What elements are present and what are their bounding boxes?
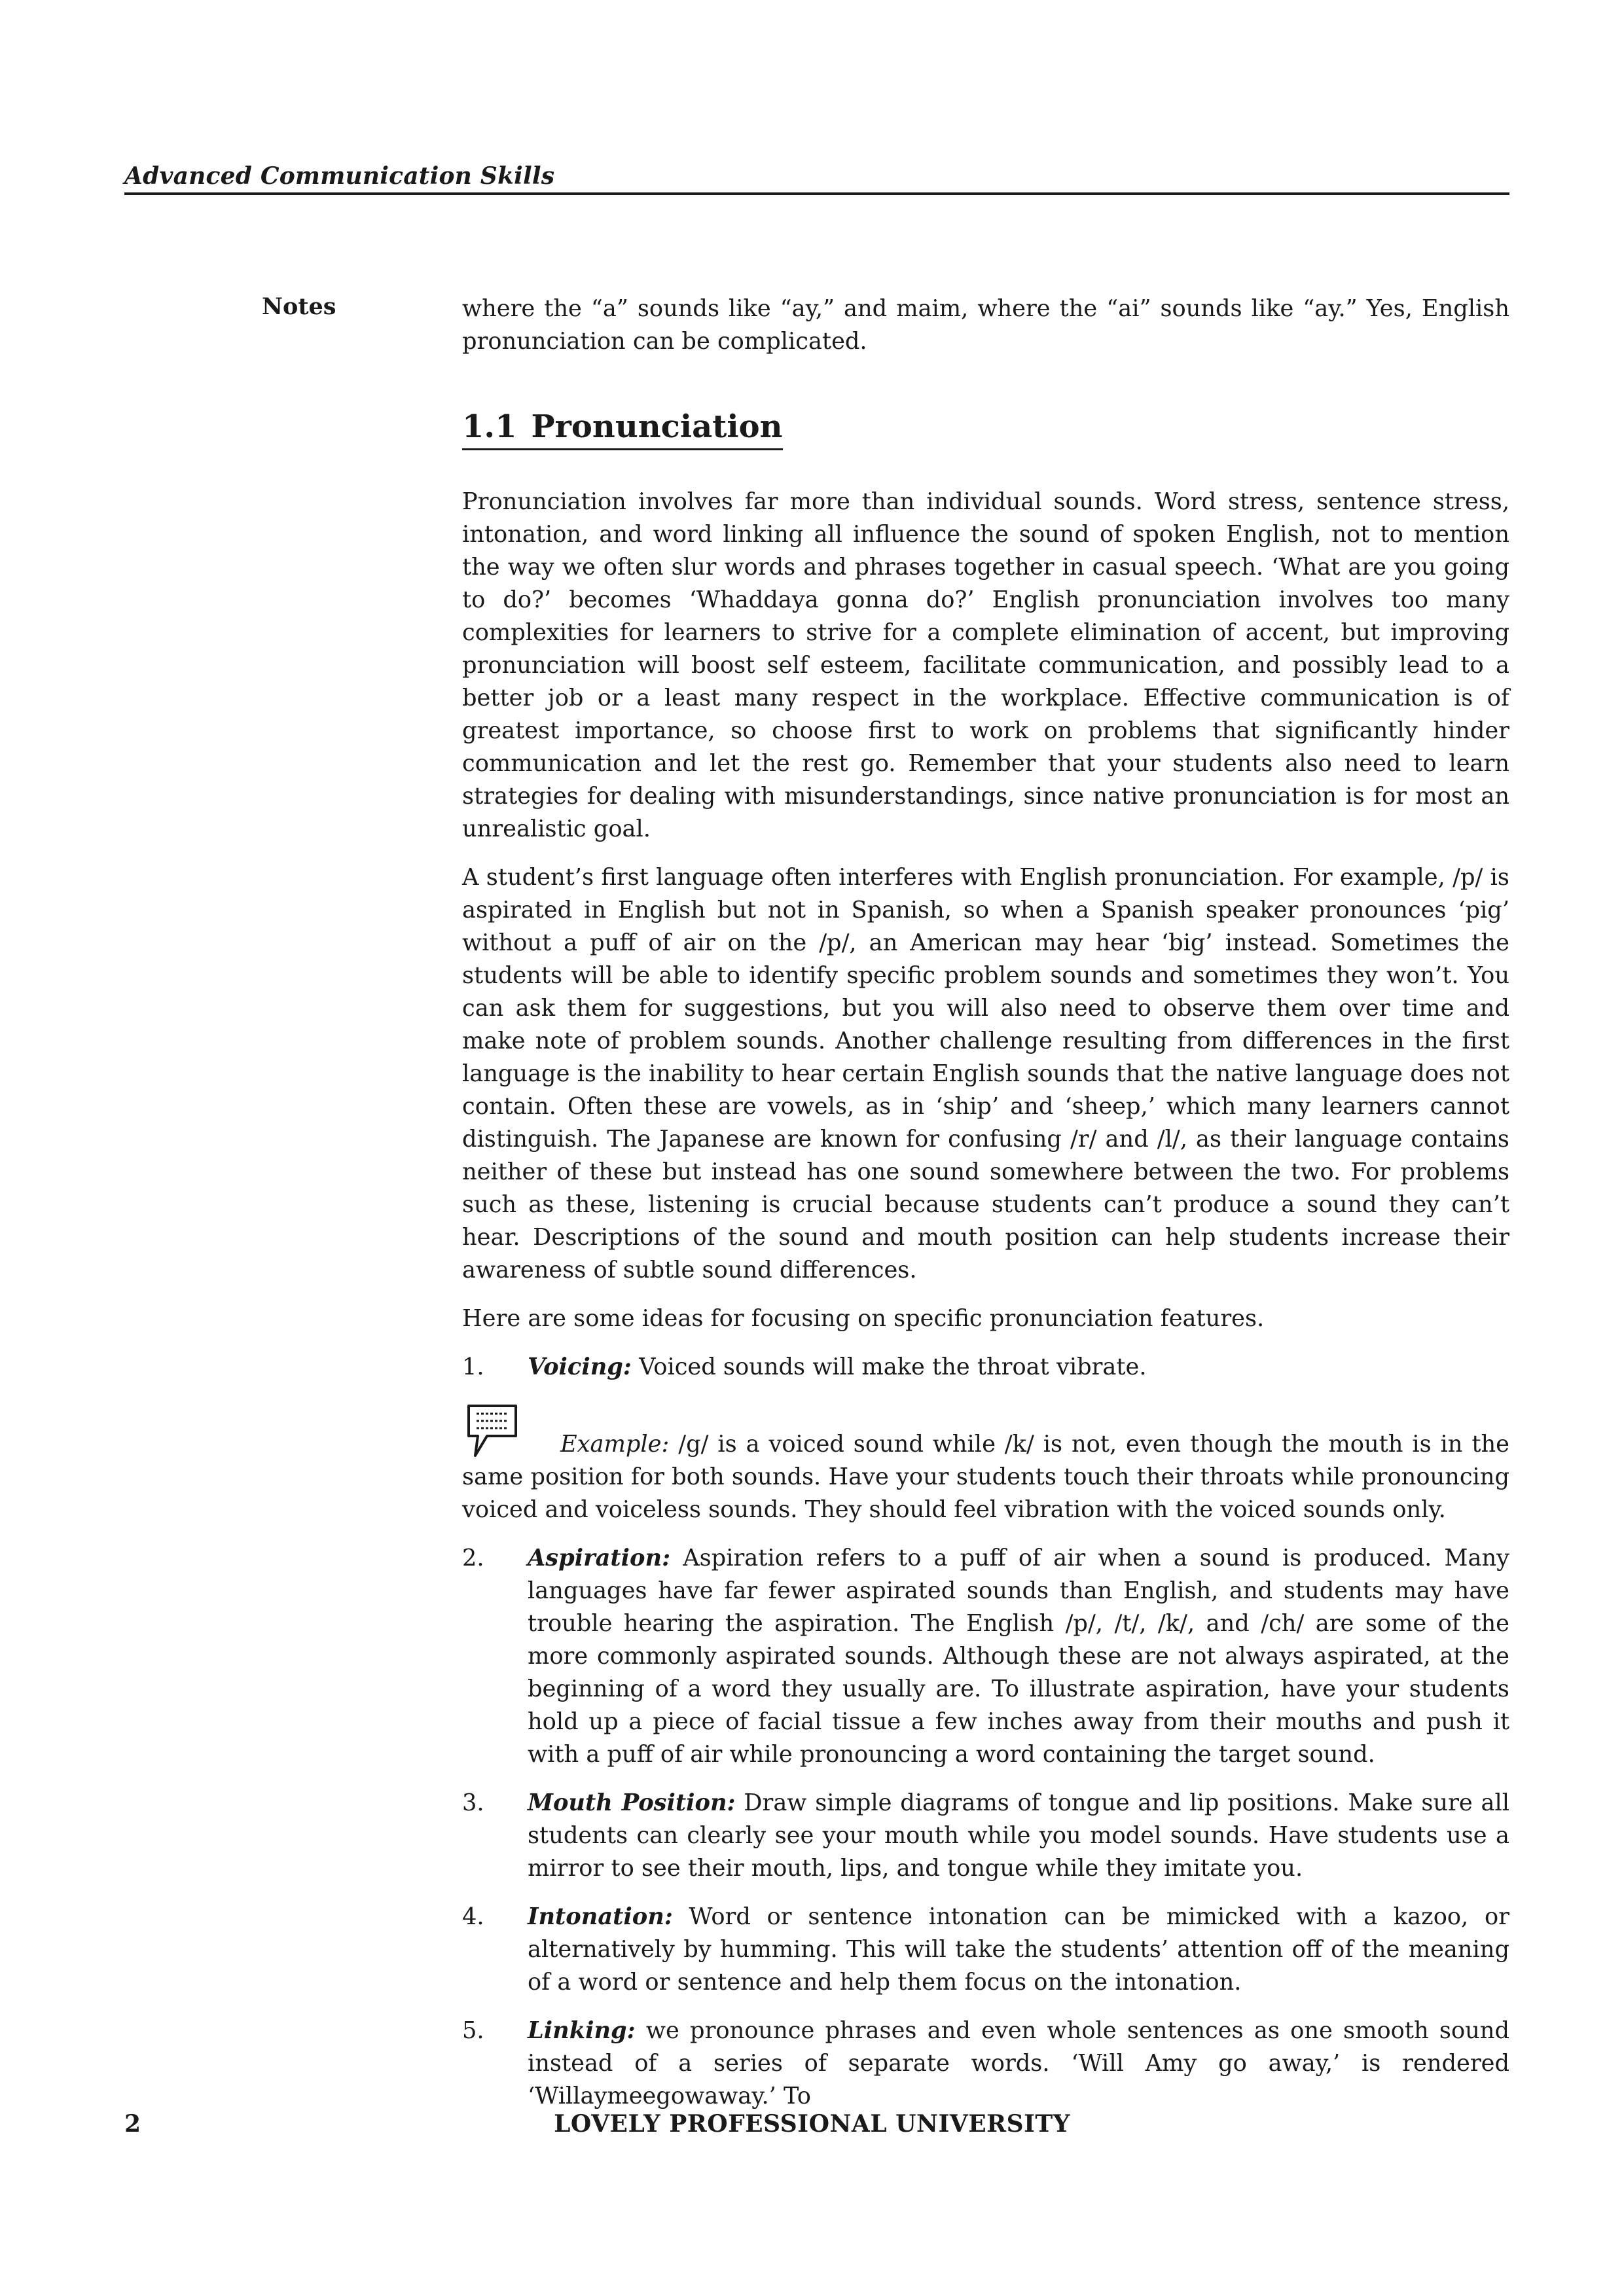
example-text: /g/ is a voiced sound while /k/ is not, even though the mouth is in the same position for both sounds. Have your students touch their throats while pronouncing voiced and voiceless sounds. They should feel vibration with the voiced sounds only. xyxy=(462,1431,1509,1523)
list-item xyxy=(462,2015,1509,2113)
list-item-text: Voiced sounds will make the throat vibrate. xyxy=(631,1354,1147,1380)
list-item-body xyxy=(528,2015,1509,2113)
list-item-number: 5. xyxy=(462,2017,484,2044)
body-paragraph: Here are some ideas for focusing on specific pronunciation features. xyxy=(462,1305,1265,1332)
intro-paragraph: where the “a” sounds like “ay,” and maim, where the “ai” sounds like “ay.” Yes, English pronunciation can be complicated. xyxy=(462,295,1509,355)
list-item-term: Aspiration: xyxy=(528,1545,671,1571)
speech-bubble-note-icon xyxy=(466,1403,518,1460)
list-item-body xyxy=(528,1787,1509,1885)
page-number: 2 xyxy=(124,2110,141,2138)
section-title: Pronunciation xyxy=(531,408,783,445)
main-content xyxy=(462,293,1509,2128)
list-item-term: Voicing: xyxy=(528,1354,632,1380)
list-item-number: 1. xyxy=(462,1354,484,1380)
section-heading xyxy=(462,406,783,450)
body-paragraph: A student’s first language often interferes with English pronunciation. For example, /p/ is aspirated in English but not in Spanish, so when a Spanish speaker pronounces ‘pig’ without a puff of air on the /p/, an American may hear ‘big’ instead. Sometimes the students will be able to identify specific problem sounds and sometimes they won’t. You can ask them for suggestions, but you will also need to observe them over time and make note of problem sounds. Another challenge resulting from differences in the first language is the inability to hear certain English sounds that the native language does not contain. Often these are vowels, as in ‘ship’ and ‘sheep,’ which many learners cannot distinguish. The Japanese are known for confusing /r/ and /l/, as their language contains neither of these but instead has one sound somewhere between the two. For problems such as these, listening is crucial because students can’t produce a sound they can’t hear. Descriptions of the sound and mouth position can help students increase their awareness of subtle sound differences. xyxy=(462,864,1509,1283)
list-item-term: Linking: xyxy=(528,2017,636,2044)
list-item-text: Word or sentence intonation can be mimicked with a kazoo, or alternatively by humming. This will take the students’ attention off of the meaning of a word or sentence and help them focus on the intonation. xyxy=(528,1903,1509,1996)
list-item-body xyxy=(528,1901,1509,1999)
list-item-text: we pronounce phrases and even whole sentences as one smooth sound instead of a series of separate words. ‘Will Amy go away,’ is rendered ‘Willaymeegowaway.’ To xyxy=(528,2017,1509,2109)
example-paragraph xyxy=(462,1428,1509,1526)
list-item-term: Mouth Position: xyxy=(528,1789,736,1816)
section-number: 1.1 xyxy=(462,408,517,445)
list-item xyxy=(462,1542,1509,1771)
list-item-text: Aspiration refers to a puff of air when a sound is produced. Many languages have far fewer aspirated sounds than English, and students may have trouble hearing the aspiration. The English /p/, /t/, /k/, and /ch/ are some of the more commonly aspirated sounds. Although these are not always aspirated, at the beginning of a word they usually are. To illustrate aspiration, have your students hold up a piece of facial tissue a few inches away from their mouths and push it with a puff of air while pronouncing a word containing the target sound. xyxy=(528,1545,1509,1768)
list-item xyxy=(462,1351,1509,1384)
example-block xyxy=(462,1403,1509,1526)
header-rule xyxy=(124,192,1509,195)
list-item-number: 2. xyxy=(462,1545,484,1571)
list-item-text: Draw simple diagrams of tongue and lip positions. Make sure all students can clearly see your mouth while you model sounds. Have students use a mirror to see their mouth, lips, and tongue while they imitate you. xyxy=(528,1789,1509,1882)
list-item-term: Intonation: xyxy=(528,1903,673,1930)
running-header: Advanced Communication Skills xyxy=(124,162,555,190)
footer-university: LOVELY PROFESSIONAL UNIVERSITY xyxy=(554,2110,1070,2138)
list-item xyxy=(462,1901,1509,1999)
body-paragraph: Pronunciation involves far more than individual sounds. Word stress, sentence stress, intonation, and word linking all influence the sound of spoken English, not to mention the way we often slur words and phrases together in casual speech. ‘What are you going to do?’ becomes ‘Whaddaya gonna do?’ English pronunciation involves too many complexities for learners to strive for a complete elimination of accent, but improving pronunciation will boost self esteem, facilitate communication, and possibly lead to a better job or a least many respect in the workplace. Effective communication is of greatest importance, so choose first to work on problems that significantly hinder communication and let the rest go. Remember that your students also need to learn strategies for dealing with misunderstandings, since native pronunciation is for most an unrealistic goal. xyxy=(462,488,1509,842)
list-item xyxy=(462,1787,1509,1885)
list-item-number: 4. xyxy=(462,1903,484,1930)
list-item-body xyxy=(528,1351,1509,1384)
example-label: Example: xyxy=(560,1431,670,1458)
list-item-number: 3. xyxy=(462,1789,484,1816)
notes-margin-label: Notes xyxy=(262,293,336,320)
list-item-body xyxy=(528,1542,1509,1771)
